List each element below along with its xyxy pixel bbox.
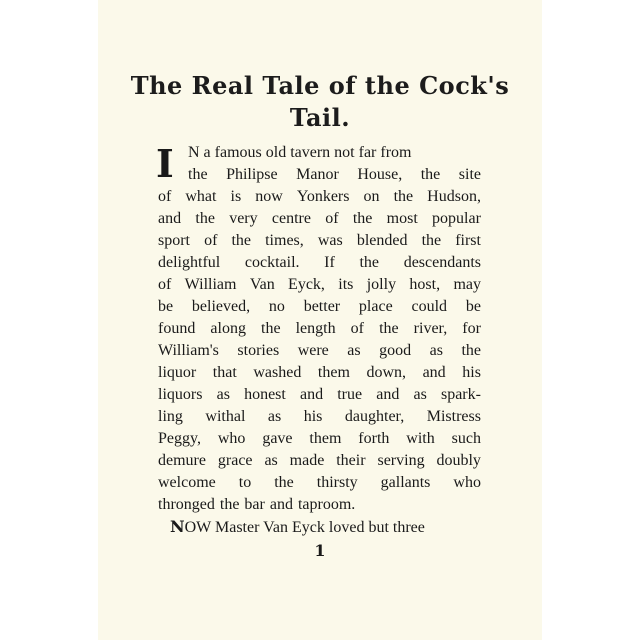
paragraph-2-text: OW Master Van Eyck loved but three <box>184 519 425 536</box>
word: William <box>184 276 237 293</box>
word: very <box>229 210 258 227</box>
text-line <box>158 274 481 296</box>
word: demure <box>158 452 206 469</box>
word: Yonkers <box>296 188 350 205</box>
word: most <box>386 210 418 227</box>
word: place <box>358 298 393 315</box>
text-line <box>158 142 481 164</box>
word: honest <box>244 386 286 403</box>
word: be <box>465 298 481 315</box>
book-page <box>98 0 542 640</box>
word: of <box>158 188 172 205</box>
chapter-title-line-2: Tail. <box>289 103 351 132</box>
word: centre <box>271 210 311 227</box>
word: blended <box>356 232 408 249</box>
word: his <box>303 408 323 425</box>
word: of <box>325 210 339 227</box>
text-line <box>158 318 481 340</box>
text-line <box>158 516 481 538</box>
first-line-text: N a famous old tavern not far from <box>188 144 412 161</box>
body-text <box>158 142 481 538</box>
word: the <box>393 188 414 205</box>
word: gave <box>262 430 293 447</box>
word: liquor <box>158 364 197 381</box>
word: and <box>269 496 293 513</box>
word: the <box>352 210 373 227</box>
word: the <box>420 166 441 183</box>
word: taproom. <box>297 496 356 513</box>
word: as <box>429 342 443 359</box>
text-line <box>158 252 481 274</box>
word: as <box>347 342 361 359</box>
word: of <box>158 276 172 293</box>
word: popular <box>432 210 481 227</box>
word: the <box>421 232 442 249</box>
word: such <box>451 430 481 447</box>
word: first <box>455 232 481 249</box>
word: Manor <box>296 166 339 183</box>
word: stories <box>237 342 280 359</box>
word: If <box>324 254 335 271</box>
word: the <box>379 320 399 337</box>
word: its <box>338 276 354 293</box>
word: descendants <box>403 254 481 271</box>
word: what <box>185 188 217 205</box>
word: grace <box>217 452 253 469</box>
paragraph-2-opening <box>170 516 425 538</box>
text-line <box>158 208 481 230</box>
word: host, <box>409 276 441 293</box>
word: washed <box>253 364 302 381</box>
word: the <box>261 320 281 337</box>
word: spark- <box>440 386 481 403</box>
word: and <box>422 364 446 381</box>
word: now <box>255 188 283 205</box>
word: the <box>461 342 481 359</box>
word: may <box>453 276 481 293</box>
word: as <box>216 386 230 403</box>
word: House, <box>357 166 403 183</box>
text-line <box>158 428 481 450</box>
word: were <box>297 342 329 359</box>
word: Mistress <box>426 408 481 425</box>
word: daughter, <box>344 408 405 425</box>
word: Van <box>249 276 275 293</box>
word: the <box>231 232 252 249</box>
text-line <box>158 472 481 494</box>
word: of <box>350 320 364 337</box>
text-line <box>158 186 481 208</box>
word: the <box>359 254 380 271</box>
word: Peggy, <box>158 430 201 447</box>
paragraph-lines <box>158 164 481 516</box>
word: be <box>158 298 174 315</box>
word: doubly <box>436 452 481 469</box>
word: Philipse <box>226 166 278 183</box>
word: Hudson, <box>427 188 481 205</box>
word: gallants <box>380 474 431 491</box>
word: thronged <box>158 496 215 513</box>
text-line <box>158 296 481 318</box>
word: as <box>264 452 278 469</box>
word: the <box>219 496 240 513</box>
chapter-title-line-1: The Real Tale of the Cock's <box>130 71 510 100</box>
word: no <box>268 298 285 315</box>
word: withal <box>205 408 246 425</box>
word: his <box>462 364 481 381</box>
word: length <box>295 320 336 337</box>
word: and <box>158 210 182 227</box>
word: better <box>303 298 341 315</box>
word: liquors <box>158 386 203 403</box>
word: times, <box>265 232 304 249</box>
word: on <box>363 188 380 205</box>
word: site <box>458 166 481 183</box>
word: the <box>195 210 215 227</box>
word: is <box>230 188 242 205</box>
word: forth <box>358 430 390 447</box>
word: as <box>413 386 427 403</box>
word: the <box>188 166 208 183</box>
word: welcome <box>158 474 216 491</box>
drop-cap: I <box>156 141 174 186</box>
word: who <box>217 430 246 447</box>
word: their <box>336 452 366 469</box>
word: cocktail. <box>244 254 300 271</box>
text-line <box>158 384 481 406</box>
word: ling <box>158 408 183 425</box>
word: good <box>379 342 412 359</box>
paragraph-2-cap: N <box>170 517 185 536</box>
word: who <box>453 474 481 491</box>
word: and <box>376 386 400 403</box>
word: Eyck, <box>288 276 325 293</box>
word: that <box>212 364 237 381</box>
text-line <box>158 164 481 186</box>
word: river, <box>413 320 448 337</box>
word: them <box>317 364 350 381</box>
page-number: 1 <box>314 541 326 560</box>
word: jolly <box>366 276 397 293</box>
word: made <box>289 452 325 469</box>
word: was <box>317 232 343 249</box>
word: found <box>158 320 196 337</box>
word: sport <box>158 232 190 249</box>
word: serving <box>377 452 425 469</box>
word: true <box>337 386 363 403</box>
text-line <box>158 450 481 472</box>
word: William's <box>158 342 219 359</box>
word: delightful <box>158 254 221 271</box>
word: with <box>406 430 435 447</box>
text-line <box>158 362 481 384</box>
text-line <box>158 406 481 428</box>
word: bar <box>244 496 265 513</box>
word: could <box>411 298 448 315</box>
word: as <box>267 408 282 425</box>
word: them <box>309 430 342 447</box>
word: believed, <box>191 298 251 315</box>
word: to <box>238 474 252 491</box>
word: the <box>274 474 294 491</box>
text-line <box>158 230 481 252</box>
word: of <box>204 232 218 249</box>
word: for <box>462 320 481 337</box>
word: down, <box>366 364 407 381</box>
word: and <box>299 386 324 403</box>
text-line <box>158 340 481 362</box>
word: along <box>210 320 246 337</box>
text-line <box>158 494 481 516</box>
word: thirsty <box>316 474 358 491</box>
